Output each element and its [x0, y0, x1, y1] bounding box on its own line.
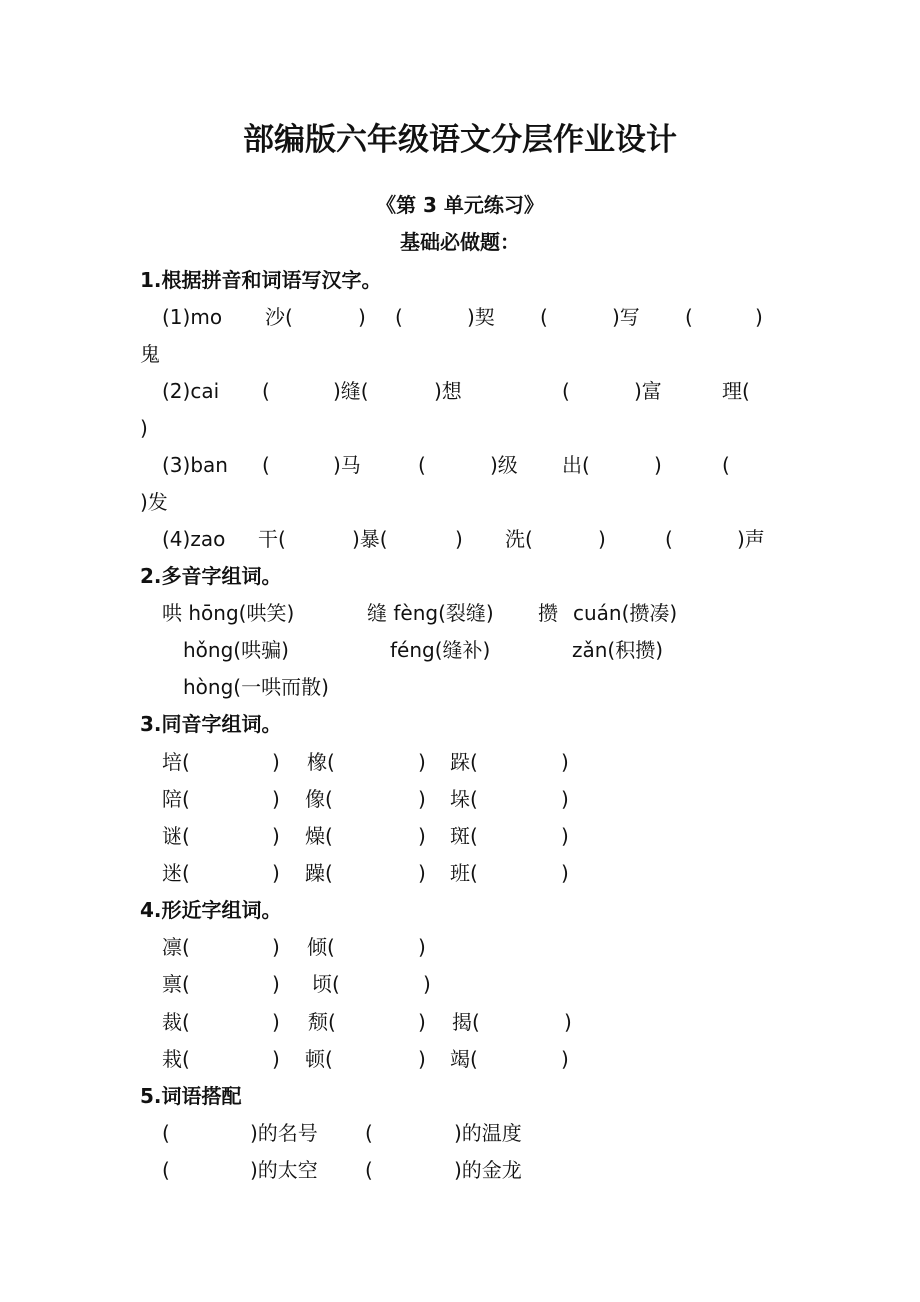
word-blank: ) [418, 1047, 426, 1071]
word-blank: ) [272, 1047, 280, 1071]
word-blank: ) [272, 787, 280, 811]
word-blank: ) [418, 787, 426, 811]
word-blank: ) [561, 824, 569, 848]
word-blank: ) [423, 972, 431, 996]
word-blank: ) [564, 1010, 572, 1034]
word-blank: 培( [162, 750, 190, 774]
word-blank: ) [418, 1010, 426, 1034]
q1-r1-item: ( [395, 305, 403, 329]
word-blank: 陪( [162, 787, 190, 811]
word-blank: ) [272, 750, 280, 774]
word-blank: ) [272, 861, 280, 885]
q1-r1-label: (1)mo [162, 305, 223, 329]
q4-heading: 4.形近字组词。 [140, 898, 282, 922]
word-blank: 禀( [162, 972, 190, 996]
q1-r3-item: ( [262, 453, 270, 477]
page-title: 部编版六年级语文分层作业设计 [243, 122, 677, 158]
word-blank: 顿( [305, 1047, 333, 1071]
q5-heading: 5.词语搭配 [140, 1084, 242, 1108]
polyphone-hong-2: hǒng(哄骗) [183, 638, 289, 662]
word-blank: 顷( [312, 972, 340, 996]
q1-r3-label: (3)ban [162, 453, 228, 477]
q1-r3-item: ) [654, 453, 662, 477]
phrase-blank: )的名号 [250, 1121, 318, 1145]
word-blank: 栽( [162, 1047, 190, 1071]
q1-r3-item: )级 [490, 453, 518, 477]
polyphone-zan-char: 攒 [538, 601, 558, 625]
word-blank: 跺( [450, 750, 478, 774]
phrase-blank: )的金龙 [454, 1158, 522, 1182]
q1-r1-item: ( [685, 305, 693, 329]
q1-r4-item: 干( [258, 527, 286, 551]
q1-r4-item: )声 [737, 527, 765, 551]
q1-r2-item: 理( [722, 379, 750, 403]
word-blank: ) [272, 935, 280, 959]
word-blank: 揭( [452, 1010, 480, 1034]
q1-heading: 1.根据拼音和词语写汉字。 [140, 268, 382, 292]
q1-r4-item: 洗( [505, 527, 533, 551]
word-blank: ) [561, 750, 569, 774]
word-blank: 凛( [162, 935, 190, 959]
word-blank: 竭( [450, 1047, 478, 1071]
q1-r4-item: )暴( [352, 527, 388, 551]
q1-r4-label: (4)zao [162, 527, 226, 551]
q1-r2-item: ( [562, 379, 570, 403]
word-blank: ) [561, 861, 569, 885]
phrase-blank: ( [162, 1121, 170, 1145]
word-blank: 班( [450, 861, 478, 885]
polyphone-feng-1: 缝 fèng(裂缝) [367, 601, 494, 625]
q1-r4-item: ( [665, 527, 673, 551]
q1-r1-item: ( [540, 305, 548, 329]
q1-r1-item: ) [755, 305, 763, 329]
word-blank: 裁( [162, 1010, 190, 1034]
phrase-blank: )的太空 [250, 1158, 318, 1182]
word-blank: ) [418, 861, 426, 885]
unit-subtitle: 《第 3 单元练习》 [376, 193, 544, 217]
word-blank: 燥( [305, 824, 333, 848]
q1-r3-item: 出( [562, 453, 590, 477]
q1-r1-item: )契 [467, 305, 495, 329]
polyphone-cuan: cuán(攒凑) [573, 601, 678, 625]
phrase-blank: )的温度 [454, 1121, 522, 1145]
word-blank: 迷( [162, 861, 190, 885]
q1-r2-item: )想 [434, 379, 462, 403]
q2-heading: 2.多音字组词。 [140, 564, 282, 588]
word-blank: ) [561, 1047, 569, 1071]
word-blank: ) [272, 824, 280, 848]
q1-r3-item: )马 [333, 453, 361, 477]
word-blank: 颓( [308, 1010, 336, 1034]
phrase-blank: ( [365, 1158, 373, 1182]
word-blank: 躁( [305, 861, 333, 885]
q1-r1-item: ) [358, 305, 366, 329]
polyphone-zan: zǎn(积攒) [572, 638, 664, 662]
q1-r2-item: )富 [634, 379, 662, 403]
word-blank: 谜( [162, 824, 190, 848]
word-blank: ) [418, 750, 426, 774]
word-blank: 橡( [307, 750, 335, 774]
polyphone-feng-2: féng(缝补) [390, 638, 491, 662]
q1-r3-item: ( [418, 453, 426, 477]
level-heading: 基础必做题： [400, 230, 520, 254]
q3-heading: 3.同音字组词。 [140, 712, 282, 736]
word-blank: 倾( [307, 935, 335, 959]
word-blank: 垛( [450, 787, 478, 811]
polyphone-hong-3: hòng(一哄而散) [183, 675, 329, 699]
q1-r1-wrap: 鬼 [140, 342, 160, 366]
word-blank: 像( [305, 787, 333, 811]
word-blank: 斑( [450, 824, 478, 848]
polyphone-hong-1: 哄 hōng(哄笑) [162, 601, 295, 625]
q1-r4-item: ) [455, 527, 463, 551]
word-blank: ) [272, 972, 280, 996]
phrase-blank: ( [162, 1158, 170, 1182]
q1-r2-item: ( [262, 379, 270, 403]
word-blank: ) [418, 824, 426, 848]
word-blank: ) [272, 1010, 280, 1034]
q1-r3-item: ( [722, 453, 730, 477]
word-blank: ) [561, 787, 569, 811]
q1-r4-item: ) [598, 527, 606, 551]
q1-r1-item: 沙( [265, 305, 293, 329]
phrase-blank: ( [365, 1121, 373, 1145]
q1-r2-label: (2)cai [162, 379, 220, 403]
word-blank: ) [418, 935, 426, 959]
q1-r2-wrap: ) [140, 416, 148, 440]
q1-r2-item: )缝( [333, 379, 369, 403]
q1-r3-wrap: )发 [140, 490, 168, 514]
q1-r1-item: )写 [612, 305, 640, 329]
